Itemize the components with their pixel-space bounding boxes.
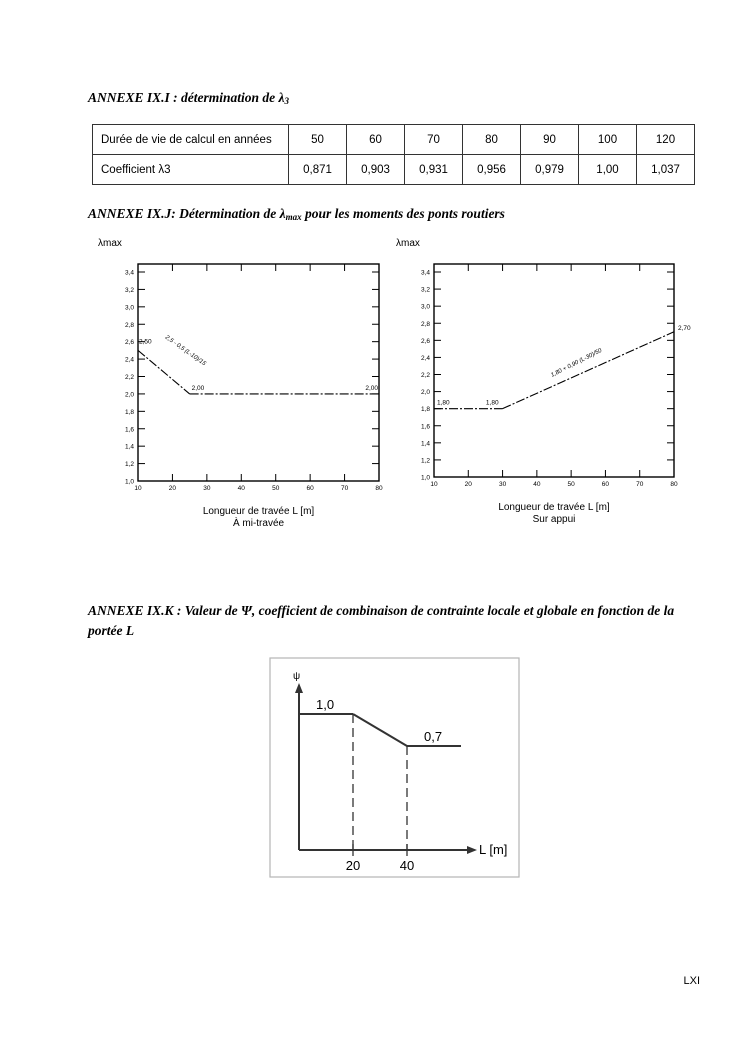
annexe-k-heading: ANNEXE IX.K : Valeur de Ψ, coefficient de combinaison de contrainte locale et globale en fonction de la portée L: [88, 603, 675, 638]
x-tick-label: 60: [306, 485, 314, 492]
y-tick-label: 3,4: [124, 269, 134, 277]
y-tick-label: 2,8: [420, 320, 430, 328]
table-cell: 100: [579, 125, 637, 155]
table-cell: 50: [289, 125, 347, 155]
x-tick-label: 30: [498, 481, 507, 488]
y-tick-label: 2,4: [124, 356, 134, 364]
y-tick-label: 1,2: [124, 461, 134, 469]
table-cell: 1,037: [637, 155, 695, 185]
x-axis-arrow-icon: [467, 846, 477, 854]
point-label: 2,50: [139, 338, 152, 346]
table-cell: 0,931: [405, 155, 463, 185]
x-tick-label: 40: [399, 858, 415, 873]
table-cell: 0,871: [289, 155, 347, 185]
lambda-max-midspan-chart: [90, 232, 400, 537]
y-tick-label: 2,6: [124, 339, 134, 347]
x-tick-label: 50: [272, 485, 280, 492]
table-cell: 80: [463, 125, 521, 155]
plot-frame: [138, 264, 379, 481]
point-label: 2,70: [678, 324, 691, 332]
y-axis-label: λmax: [98, 238, 122, 249]
x-tick-label: 80: [670, 481, 678, 488]
y-axis-arrow-icon: [295, 683, 303, 693]
table-cell: 60: [347, 125, 405, 155]
y-axis-label: ψ: [293, 671, 301, 682]
x-axis-sublabel: Sur appui: [532, 514, 576, 525]
x-axis-sublabel: À mi-travée: [232, 518, 285, 529]
x-tick-label: 80: [375, 485, 383, 492]
annexe-j-heading: ANNEXE IX.J: Détermination de $\lambda_{max}$ pour les moments des ponts routiers: [88, 206, 505, 222]
table-cell: 0,979: [521, 155, 579, 185]
y-tick-label: 1,2: [420, 457, 430, 465]
x-tick-label: 60: [601, 481, 610, 488]
y-axis-label: λmax: [396, 238, 420, 249]
point-label: 1,0: [316, 697, 335, 712]
y-tick-label: 1,4: [420, 440, 430, 448]
table-cell: 70: [405, 125, 463, 155]
y-tick-label: 1,6: [420, 423, 430, 431]
x-tick-label: 10: [430, 481, 438, 488]
x-tick-label: 30: [203, 485, 211, 492]
table-row: [93, 155, 695, 185]
table-cell: 120: [637, 125, 695, 155]
y-tick-label: 2,8: [124, 321, 134, 329]
y-tick-label: 1,6: [124, 426, 134, 434]
lambda3-table: [92, 124, 695, 185]
data-segment: [503, 332, 674, 409]
y-tick-label: 3,0: [124, 304, 134, 312]
point-label: 2,00: [191, 384, 205, 392]
x-axis-label: L [m]: [479, 842, 508, 857]
x-axis-label: Longueur de travée L [m]: [498, 502, 610, 513]
x-tick-label: 20: [168, 485, 177, 492]
y-tick-label: 3,4: [420, 269, 430, 277]
y-tick-label: 3,2: [420, 286, 430, 294]
y-tick-label: 2,2: [420, 372, 430, 379]
annexe-i-heading: ANNEXE IX.I : détermination de $\lambda_3$: [88, 90, 290, 106]
x-tick-label: 40: [533, 481, 541, 488]
y-tick-label: 2,2: [124, 374, 134, 381]
y-tick-label: 2,0: [124, 391, 134, 399]
data-segment: [353, 714, 407, 746]
x-tick-label: 10: [134, 485, 142, 492]
x-tick-label: 50: [567, 481, 575, 488]
y-tick-label: 2,0: [420, 389, 430, 397]
formula-label: 1,80 + 0,90 (L-30)/50: [550, 347, 603, 379]
formula-label: 2,5 - 0,5 (L-10)/15: [163, 334, 207, 368]
point-label: 2,00: [365, 384, 378, 392]
point-label: 1,80: [485, 399, 499, 407]
x-tick-label: 40: [237, 485, 245, 492]
y-tick-label: 1,8: [124, 408, 134, 416]
y-tick-label: 1,0: [124, 478, 134, 486]
y-tick-label: 1,0: [420, 474, 430, 482]
table-row: [93, 125, 695, 155]
x-tick-label: 20: [464, 481, 472, 488]
point-label: 0,7: [424, 729, 443, 744]
y-tick-label: 3,0: [420, 303, 430, 311]
lambda-max-support-chart: [388, 232, 698, 537]
table-row-label: Coefficient λ3: [93, 155, 289, 185]
x-tick-label: 70: [340, 485, 349, 492]
table-cell: 90: [521, 125, 579, 155]
y-tick-label: 2,4: [420, 354, 430, 362]
data-segment: [138, 350, 190, 394]
y-tick-label: 3,2: [124, 286, 134, 294]
table-cell: 0,956: [463, 155, 521, 185]
y-tick-label: 2,6: [420, 337, 430, 345]
psi-coefficient-chart: [269, 657, 521, 879]
point-label: 1,80: [437, 399, 450, 407]
table-cell: 1,00: [579, 155, 637, 185]
y-tick-label: 1,8: [420, 406, 430, 414]
x-tick-label: 70: [636, 481, 644, 488]
table-row-label: Durée de vie de calcul en années: [93, 125, 289, 155]
y-tick-label: 1,4: [124, 443, 134, 451]
page-number: LXI: [683, 975, 700, 987]
table-cell: 0,903: [347, 155, 405, 185]
x-tick-label: 20: [345, 858, 361, 873]
x-axis-label: Longueur de travée L [m]: [202, 506, 315, 517]
